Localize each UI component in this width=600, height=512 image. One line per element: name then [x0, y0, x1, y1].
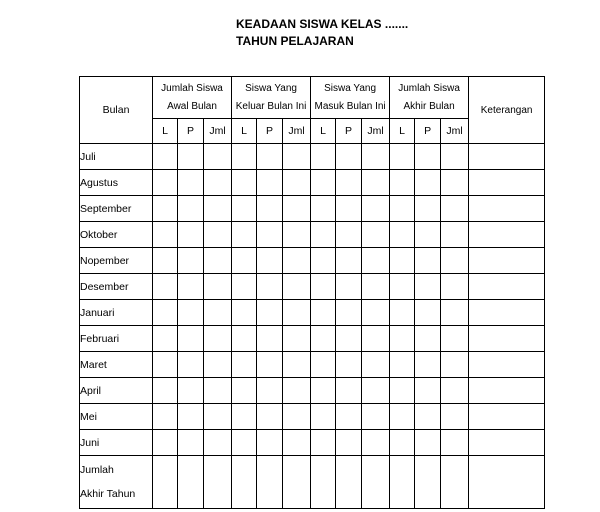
table-cell: [415, 222, 441, 248]
month-label: September: [80, 196, 153, 222]
table-cell: [311, 352, 336, 378]
table-cell: [178, 222, 204, 248]
table-cell: [469, 144, 545, 170]
table-cell: [283, 274, 311, 300]
table-cell: [415, 300, 441, 326]
table-row: [80, 144, 545, 170]
table-cell: [390, 404, 415, 430]
table-cell: [390, 352, 415, 378]
subheader-p: P: [336, 119, 362, 144]
table-cell: [336, 404, 362, 430]
table-cell: [232, 456, 257, 509]
table-cell: [336, 456, 362, 509]
table-cell: [232, 430, 257, 456]
table-cell: [362, 170, 390, 196]
table-cell: [283, 222, 311, 248]
table-cell: [283, 144, 311, 170]
document-title: KEADAAN SISWA KELAS .......: [236, 17, 409, 31]
header-group-line1: Siswa Yang: [245, 82, 297, 94]
table-cell: [204, 378, 232, 404]
table-cell: [178, 430, 204, 456]
table-cell: [232, 326, 257, 352]
table-cell: [204, 222, 232, 248]
table-cell: [232, 144, 257, 170]
table-cell: [362, 196, 390, 222]
table-cell: [441, 326, 469, 352]
subheader-l: L: [390, 119, 415, 144]
table-cell: [283, 352, 311, 378]
table-cell: [362, 300, 390, 326]
table-cell: [415, 144, 441, 170]
table-cell: [415, 170, 441, 196]
table-cell: [232, 170, 257, 196]
month-label: Nopember: [80, 248, 153, 274]
table-row: [80, 274, 545, 300]
table-row: [80, 326, 545, 352]
document-subtitle: TAHUN PELAJARAN: [236, 34, 354, 48]
table-cell: [257, 196, 283, 222]
table-cell: [441, 430, 469, 456]
table-cell: [232, 248, 257, 274]
month-label: Oktober: [80, 222, 153, 248]
subheader-jml: Jml: [283, 119, 311, 144]
table-cell: [232, 222, 257, 248]
table-cell: [336, 326, 362, 352]
table-cell: [441, 144, 469, 170]
table-cell: [362, 274, 390, 300]
table-cell: [469, 248, 545, 274]
table-cell: [311, 430, 336, 456]
table-cell: [178, 352, 204, 378]
month-label: April: [80, 378, 153, 404]
subheader-p: P: [415, 119, 441, 144]
table-cell: [390, 222, 415, 248]
table-cell: [257, 274, 283, 300]
header-group-keluar: [232, 77, 311, 119]
table-cell: [362, 144, 390, 170]
table-cell: [311, 300, 336, 326]
table-cell: [336, 274, 362, 300]
table-cell: [283, 378, 311, 404]
header-group-line1: Jumlah Siswa: [398, 82, 460, 94]
table-row: [80, 248, 545, 274]
table-cell: [178, 274, 204, 300]
table-cell: [153, 430, 178, 456]
table-cell: [283, 196, 311, 222]
table-cell: [390, 274, 415, 300]
table-row-total: [80, 456, 545, 509]
subheader-l: L: [311, 119, 336, 144]
table-cell: [311, 326, 336, 352]
table-cell: [257, 144, 283, 170]
header-group-masuk: [311, 77, 390, 119]
table-cell: [441, 248, 469, 274]
table-cell: [311, 144, 336, 170]
table-cell: [204, 144, 232, 170]
table-cell: [178, 170, 204, 196]
month-label: Februari: [80, 326, 153, 352]
table-cell: [390, 248, 415, 274]
table-cell: [415, 196, 441, 222]
table-cell: [362, 326, 390, 352]
table-cell: [441, 222, 469, 248]
table-cell: [390, 326, 415, 352]
table-cell: [153, 352, 178, 378]
table-cell: [362, 456, 390, 509]
table-cell: [415, 430, 441, 456]
table-cell: [178, 196, 204, 222]
table-cell: [204, 326, 232, 352]
table-cell: [178, 378, 204, 404]
table-cell: [441, 196, 469, 222]
table-cell: [390, 378, 415, 404]
month-label: Desember: [80, 274, 153, 300]
header-row-groups: [80, 77, 545, 119]
table-cell: [415, 404, 441, 430]
table-cell: [204, 248, 232, 274]
subheader-jml: Jml: [441, 119, 469, 144]
table-cell: [178, 456, 204, 509]
header-group-awal: [153, 77, 232, 119]
table-cell: [415, 456, 441, 509]
table-cell: [362, 222, 390, 248]
table-row: [80, 196, 545, 222]
table-cell: [257, 170, 283, 196]
table-cell: [257, 326, 283, 352]
table-cell: [469, 326, 545, 352]
table-body: [80, 144, 545, 509]
month-label: Maret: [80, 352, 153, 378]
table-cell: [311, 378, 336, 404]
table-cell: [469, 274, 545, 300]
subheader-jml: Jml: [362, 119, 390, 144]
student-status-table: [79, 76, 545, 509]
table-cell: [336, 352, 362, 378]
month-label: Juni: [80, 430, 153, 456]
table-cell: [415, 378, 441, 404]
table-cell: [311, 404, 336, 430]
table-cell: [415, 326, 441, 352]
table-cell: [204, 170, 232, 196]
table-cell: [362, 404, 390, 430]
table-cell: [311, 248, 336, 274]
subheader-jml: Jml: [204, 119, 232, 144]
subheader-l: L: [232, 119, 257, 144]
table-cell: [257, 430, 283, 456]
subheader-p: P: [178, 119, 204, 144]
table-cell: [415, 274, 441, 300]
table-row: [80, 378, 545, 404]
table-cell: [336, 144, 362, 170]
table-cell: [153, 170, 178, 196]
table-cell: [362, 352, 390, 378]
table-cell: [283, 248, 311, 274]
table-cell: [204, 274, 232, 300]
table-cell: [441, 404, 469, 430]
table-cell: [469, 196, 545, 222]
table-cell: [257, 456, 283, 509]
table-cell: [311, 222, 336, 248]
table-cell: [153, 326, 178, 352]
table-cell: [441, 456, 469, 509]
table-cell: [415, 248, 441, 274]
table-cell: [362, 430, 390, 456]
table-cell: [204, 352, 232, 378]
table-cell: [204, 430, 232, 456]
table-cell: [336, 248, 362, 274]
table-cell: [283, 170, 311, 196]
table-cell: [311, 170, 336, 196]
table-cell: [257, 300, 283, 326]
table-cell: [204, 196, 232, 222]
table-row: [80, 430, 545, 456]
table-cell: [469, 352, 545, 378]
table-cell: [204, 456, 232, 509]
table-cell: [232, 300, 257, 326]
table-cell: [153, 456, 178, 509]
table-cell: [469, 222, 545, 248]
table-cell: [362, 248, 390, 274]
table-cell: [441, 378, 469, 404]
header-group-line2: Masuk Bulan Ini: [314, 100, 386, 112]
table-row: [80, 404, 545, 430]
table-cell: [283, 430, 311, 456]
table-cell: [232, 378, 257, 404]
table-cell: [469, 456, 545, 509]
total-label-line1: Jumlah: [80, 464, 114, 476]
subheader-l: L: [153, 119, 178, 144]
table-row: [80, 300, 545, 326]
table-cell: [336, 378, 362, 404]
table-cell: [390, 170, 415, 196]
table-cell: [153, 222, 178, 248]
table-cell: [257, 378, 283, 404]
table-cell: [153, 404, 178, 430]
table-cell: [178, 144, 204, 170]
table-cell: [178, 248, 204, 274]
table-cell: [153, 274, 178, 300]
table-cell: [257, 222, 283, 248]
table-row: [80, 352, 545, 378]
table-cell: [257, 404, 283, 430]
table-cell: [232, 404, 257, 430]
table-cell: [204, 300, 232, 326]
table-row: [80, 170, 545, 196]
table-cell: [153, 300, 178, 326]
header-bulan: Bulan: [80, 77, 153, 144]
table-cell: [311, 456, 336, 509]
table-cell: [178, 300, 204, 326]
table-cell: [336, 300, 362, 326]
table-cell: [362, 378, 390, 404]
table-cell: [390, 144, 415, 170]
table-cell: [283, 404, 311, 430]
header-group-line2: Akhir Bulan: [403, 100, 455, 112]
table-cell: [441, 170, 469, 196]
table-cell: [390, 430, 415, 456]
total-label: [80, 456, 153, 509]
table-cell: [283, 456, 311, 509]
table-cell: [415, 352, 441, 378]
table-cell: [469, 430, 545, 456]
header-group-akhir: [390, 77, 469, 119]
table-cell: [390, 456, 415, 509]
total-label-line2: Akhir Tahun: [80, 488, 136, 500]
table-cell: [469, 378, 545, 404]
table-cell: [336, 430, 362, 456]
table-row: [80, 222, 545, 248]
table-cell: [153, 144, 178, 170]
table-cell: [153, 248, 178, 274]
subheader-p: P: [257, 119, 283, 144]
table-cell: [283, 326, 311, 352]
table-cell: [232, 352, 257, 378]
table-cell: [257, 248, 283, 274]
table-cell: [441, 352, 469, 378]
table-cell: [232, 274, 257, 300]
table-cell: [311, 196, 336, 222]
table-cell: [390, 196, 415, 222]
table-cell: [257, 352, 283, 378]
header-group-line2: Keluar Bulan Ini: [235, 100, 307, 112]
table-cell: [469, 170, 545, 196]
table-cell: [469, 300, 545, 326]
header-group-line2: Awal Bulan: [167, 100, 217, 112]
table-cell: [232, 196, 257, 222]
table-cell: [390, 300, 415, 326]
month-label: Agustus: [80, 170, 153, 196]
month-label: Juli: [80, 144, 153, 170]
table-cell: [441, 300, 469, 326]
table-cell: [178, 404, 204, 430]
table-cell: [336, 196, 362, 222]
header-group-line1: Jumlah Siswa: [161, 82, 223, 94]
table-cell: [153, 196, 178, 222]
table-cell: [441, 274, 469, 300]
month-label: Januari: [80, 300, 153, 326]
month-label: Mei: [80, 404, 153, 430]
table-cell: [336, 170, 362, 196]
header-keterangan: Keterangan: [469, 77, 545, 144]
table-cell: [283, 300, 311, 326]
table-cell: [469, 404, 545, 430]
header-group-line1: Siswa Yang: [324, 82, 377, 94]
table-cell: [311, 274, 336, 300]
table-cell: [336, 222, 362, 248]
table-cell: [178, 326, 204, 352]
table-cell: [204, 404, 232, 430]
table-cell: [153, 378, 178, 404]
